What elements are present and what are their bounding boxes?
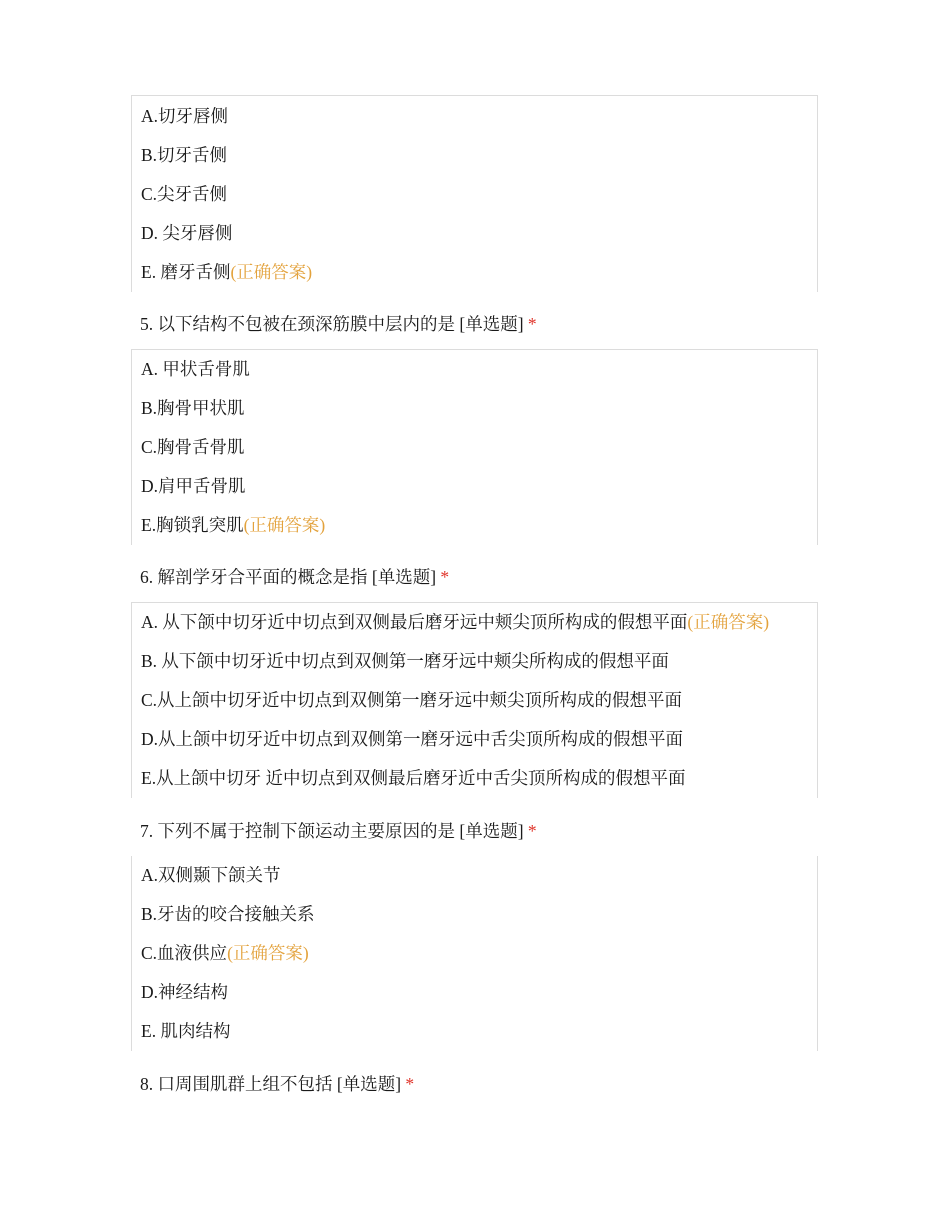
required-mark: * (527, 314, 537, 334)
q5-option-b: B.胸骨甲状肌 (141, 398, 245, 418)
correct-answer-label: (正确答案) (227, 943, 309, 963)
q6-title: 6. 解剖学牙合平面的概念是指 [单选题] * (140, 567, 450, 587)
q7-option-a: A.双侧颞下颌关节 (141, 865, 281, 885)
q7-option-d: D.神经结构 (141, 982, 229, 1002)
q4-options (131, 95, 818, 292)
q4-option-c: C.尖牙舌侧 (141, 184, 228, 204)
q6-option-b: B. 从下颌中切牙近中切点到双侧第一磨牙远中颊尖所构成的假想平面 (141, 651, 669, 671)
required-mark: * (527, 821, 537, 841)
q5-option-e: E.胸锁乳突肌(正确答案) (141, 515, 326, 535)
q7-title: 7. 下列不属于控制下颌运动主要原因的是 [单选题] * (140, 821, 537, 841)
q7-option-b: B.牙齿的咬合接触关系 (141, 904, 315, 924)
q7-options (131, 856, 818, 1051)
q4-option-d: D. 尖牙唇侧 (141, 223, 233, 243)
q6-options (131, 602, 818, 798)
q6-option-d: D.从上颌中切牙近中切点到双侧第一磨牙远中舌尖顶所构成的假想平面 (141, 729, 684, 749)
q5-option-a: A. 甲状舌骨肌 (141, 359, 250, 379)
q6-option-e: E.从上颌中切牙 近中切点到双侧最后磨牙近中舌尖顶所构成的假想平面 (141, 768, 686, 788)
required-mark: * (405, 1074, 415, 1094)
q5-option-d: D.肩甲舌骨肌 (141, 476, 246, 496)
q8-title: 8. 口周围肌群上组不包括 [单选题] * (140, 1074, 415, 1094)
q5-options (131, 349, 818, 545)
q4-option-e: E. 磨牙舌侧(正确答案) (141, 262, 313, 282)
correct-answer-label: (正确答案) (687, 612, 770, 632)
q6-option-a: A. 从下颌中切牙近中切点到双侧最后磨牙远中颊尖顶所构成的假想平面(正确答案) (141, 612, 770, 632)
q7-option-c: C.血液供应(正确答案) (141, 943, 309, 963)
q6-option-c: C.从上颌中切牙近中切点到双侧第一磨牙远中颊尖顶所构成的假想平面 (141, 690, 683, 710)
q5-title: 5. 以下结构不包被在颈深筋膜中层内的是 [单选题] * (140, 314, 537, 334)
q7-option-e: E. 肌肉结构 (141, 1021, 231, 1041)
correct-answer-label: (正确答案) (243, 515, 326, 535)
q4-option-a: A.切牙唇侧 (141, 106, 229, 126)
correct-answer-label: (正确答案) (230, 262, 313, 282)
q4-option-b: B.切牙舌侧 (141, 145, 228, 165)
q5-option-c: C.胸骨舌骨肌 (141, 437, 245, 457)
required-mark: * (440, 567, 450, 587)
